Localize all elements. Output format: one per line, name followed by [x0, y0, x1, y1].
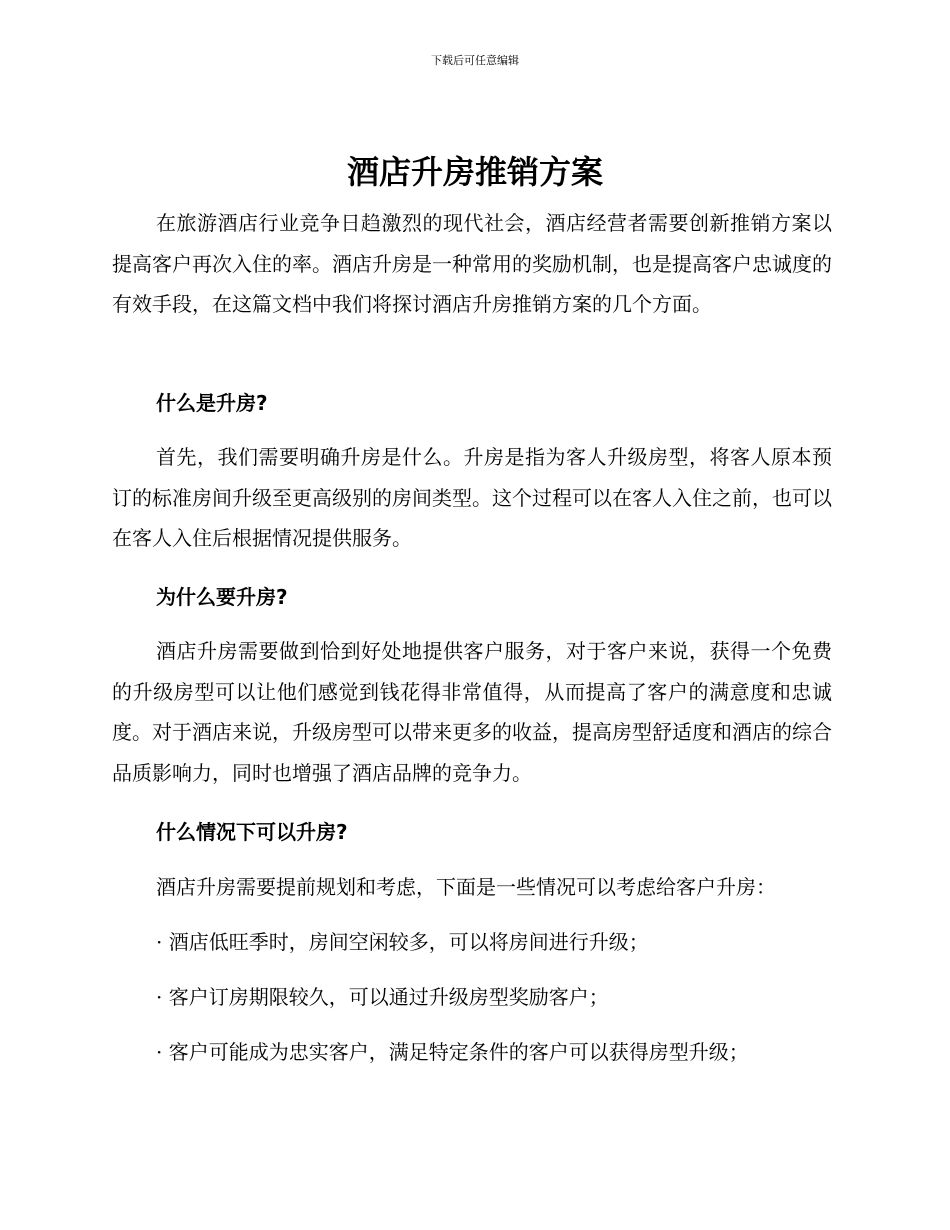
page-header-note: 下载后可任意编辑 [431, 54, 519, 67]
document-title: 酒店升房推销方案 [346, 153, 603, 191]
section-heading-when-upgrade: 什么情况下可以升房? [156, 820, 348, 844]
section-body-why-upgrade: 酒店升房需要做到恰到好处地提供客户服务，对于客户来说，获得一个免费的升级房型可以让他们感觉到钱花得非常值得，从而提高了客户的满意度和忠诚度。对于酒店来说，升级房型可以带来更多的收益，提高房型舒适度和酒店的综合品质影响力，同时也增强了酒店品牌的竞争力。 [112, 639, 832, 785]
list-item: · 客户订房期限较久，可以通过升级房型奖励客户； [156, 985, 609, 1009]
section-heading-why-upgrade: 为什么要升房? [156, 585, 288, 609]
section-body-when-upgrade: 酒店升房需要提前规划和考虑，下面是一些情况可以考虑给客户升房： [156, 875, 776, 899]
section-body-what-is-upgrade: 首先，我们需要明确升房是什么。升房是指为客人升级房型，将客人原本预订的标准房间升级至更高级别的房间类型。这个过程可以在客人入住之前，也可以在客人入住后根据情况提供服务。 [112, 445, 832, 550]
list-item: · 客户可能成为忠实客户，满足特定条件的客户可以获得房型升级； [156, 1040, 749, 1064]
section-heading-what-is-upgrade: 什么是升房? [156, 391, 268, 415]
list-item: · 酒店低旺季时，房间空闲较多，可以将房间进行升级； [156, 930, 649, 954]
intro-paragraph: 在旅游酒店行业竞争日趋激烈的现代社会，酒店经营者需要创新推销方案以提高客户再次入住的率。酒店升房是一种常用的奖励机制，也是提高客户忠诚度的有效手段，在这篇文档中我们将探讨酒店升房推销方案的几个方面。 [112, 211, 832, 316]
